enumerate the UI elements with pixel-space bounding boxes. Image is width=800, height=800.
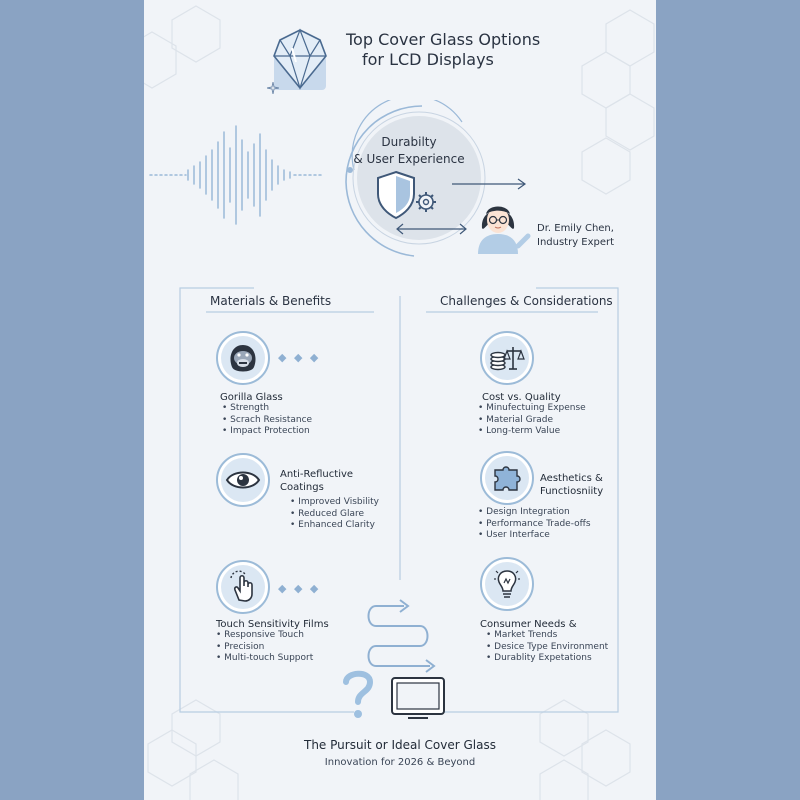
consumer-needs-title: Consumer Needs &: [480, 619, 577, 630]
bullet-item: • Scrach Resistance: [222, 415, 312, 427]
arrow-right-icon: [450, 178, 530, 190]
consumer-needs-bullets: [486, 630, 608, 665]
title-line-2: for LCD Displays: [362, 50, 494, 69]
expert-avatar: [472, 196, 534, 256]
aesthetics-title: [540, 472, 603, 498]
expert-caption: [537, 222, 614, 250]
aesthetics-bullets: [478, 507, 591, 542]
touch-films-title: Touch Sensitivity Films: [216, 619, 329, 630]
gorilla-glass-bullets: [222, 403, 312, 438]
sparkle-icon: [267, 82, 279, 94]
bullet-item: • Desice Type Environment: [486, 642, 608, 654]
anti-reflective-title-line-2: Coatings: [280, 482, 324, 493]
monitor-icon: [390, 676, 446, 720]
aesthetics-title-line-2: Functiosniity: [540, 486, 604, 497]
diamond-connector: ◆ ◆ ◆: [278, 582, 321, 595]
circle-line-2: & User Experience: [353, 152, 465, 166]
question-mark-icon: [340, 668, 376, 720]
bullet-item: • Enhanced Clarity: [290, 520, 379, 532]
bullet-item: • Performance Trade-offs: [478, 519, 591, 531]
lightbulb-icon-circle: [480, 557, 534, 611]
challenges-heading: Challenges & Considerations: [440, 294, 613, 308]
bullet-item: • Long-term Value: [478, 426, 586, 438]
anti-reflective-title-line-1: Anti-Refluctive: [280, 469, 354, 480]
bullet-item: • Design Integration: [478, 507, 591, 519]
circle-line-1: Durabilty: [381, 135, 437, 149]
shield-gear-icon: [374, 168, 440, 220]
bullet-item: • Multi-touch Support: [216, 653, 313, 665]
sound-wave-graphic: [148, 120, 338, 230]
bullet-item: • Precision: [216, 642, 313, 654]
bullet-item: • User Interface: [478, 530, 591, 542]
infographic-page: [144, 0, 656, 800]
title-line-1: Top Cover Glass Options: [346, 30, 541, 49]
bullet-item: • Responsive Touch: [216, 630, 313, 642]
anti-reflective-bullets: [290, 497, 379, 532]
arrow-double-icon: [394, 222, 470, 236]
materials-heading: Materials & Benefits: [210, 294, 332, 308]
footer-title: The Pursuit or Ideal Cover Glass: [304, 738, 496, 752]
bullet-item: • Material Grade: [478, 415, 586, 427]
puzzle-icon: [491, 462, 523, 494]
eye-icon-circle: [216, 453, 270, 507]
diamond-connector: ◆ ◆ ◆: [278, 351, 321, 364]
eye-icon: [225, 468, 261, 492]
puzzle-icon-circle: [480, 451, 534, 505]
expert-role: Industry Expert: [537, 237, 615, 248]
bullet-item: • Market Trends: [486, 630, 608, 642]
gorilla-icon-circle: [216, 331, 270, 385]
page-title: [274, 30, 540, 70]
scale-coins-icon: [489, 343, 525, 373]
scale-icon-circle: [480, 331, 534, 385]
bullet-item: • Impact Protection: [222, 426, 312, 438]
touch-hand-icon: [227, 570, 259, 604]
lightbulb-icon: [492, 567, 522, 601]
gorilla-icon: [226, 341, 260, 375]
cost-quality-title: Cost vs. Quality: [482, 392, 561, 403]
cost-quality-bullets: [478, 403, 586, 438]
anti-reflective-title: [280, 468, 353, 494]
touch-icon-circle: [216, 560, 270, 614]
footer-subtitle: Innovation for 2026 & Beyond: [324, 757, 476, 768]
expert-name: Dr. Emily Chen,: [537, 223, 614, 234]
bullet-item: • Minufectuing Expense: [478, 403, 586, 415]
touch-films-bullets: [216, 630, 313, 665]
bullet-item: • Improved Visbility: [290, 497, 379, 509]
gorilla-glass-title: Gorilla Glass: [220, 392, 283, 403]
durability-label: [344, 134, 474, 168]
bullet-item: • Durablity Expetations: [486, 653, 608, 665]
aesthetics-title-line-1: Aesthetics &: [540, 473, 603, 484]
bullet-item: • Strength: [222, 403, 312, 415]
bullet-item: • Reduced Glare: [290, 509, 379, 521]
